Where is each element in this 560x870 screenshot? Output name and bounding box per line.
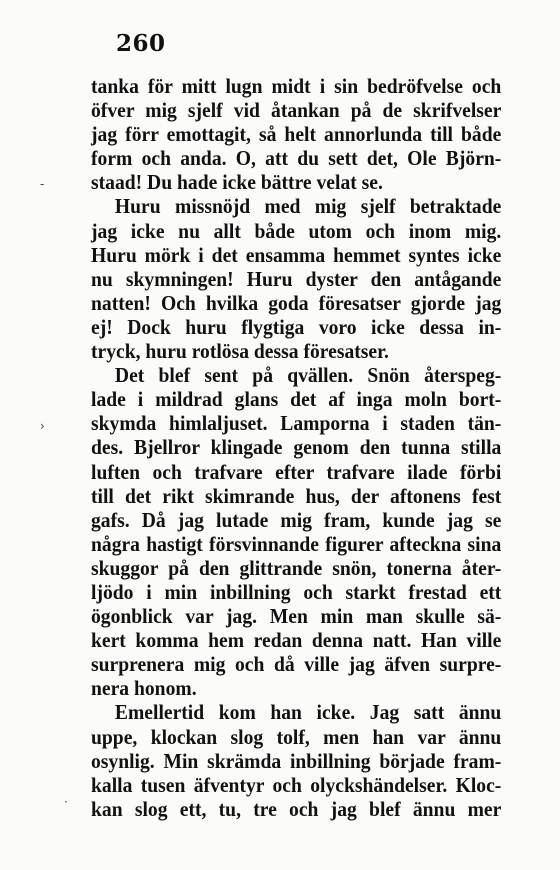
page-number: 260 [116,30,166,57]
text-line: nu skymningen! Huru dyster den antågande [91,266,502,291]
text-line: staad! Du hade icke bättre velat se. [91,170,383,195]
page-body-text [91,74,502,821]
text-line: kalla tusen äfventyr och olyckshändelser. Kloc- [91,772,502,797]
text-line: tryck, huru rotlösa dessa föresatser. [91,339,389,364]
text-line: jag förr emottagit, så helt annorlunda till både [91,122,502,147]
text-line: jag icke nu allt både utom och inom mig. [91,218,502,243]
text-line: ljödo i min inbillning och starkt frestad ett [91,579,502,604]
text-line: ej! Dock huru flygtiga voro icke dessa in- [91,314,502,339]
text-line: ögonblick var jag. Men min man skulle sä- [91,604,502,629]
margin-mark: · [64,795,68,809]
text-line: skymda himlaljuset. Lamporna i staden tän- [91,411,502,436]
text-line: Huru mörk i det ensamma hemmet syntes icke [91,242,502,267]
text-line: några hastigt försvinnande figurer afteckna sina [91,531,502,556]
text-line: Huru missnöjd med mig sjelf betraktade [114,194,502,219]
text-line: luften och trafvare efter trafvare ilade förbi [91,459,502,484]
text-line: Det blef sent på qvällen. Snön återspeg- [114,363,502,388]
text-line: gafs. Då jag lutade mig fram, kunde jag se [91,507,502,532]
text-line: des. Bjellror klingade genom den tunna stilla [91,435,502,460]
text-line: till det rikt skimrande hus, der aftonens fest [91,483,502,508]
text-line: öfver mig sjelf vid åtankan på de skrifvelser [91,98,502,123]
text-line: osynlig. Min skrämda inbillning började fram- [91,748,502,773]
text-line: nera honom. [91,676,197,701]
text-line: lade i mildrad glans det af inga moln bort- [91,387,502,412]
text-line: tanka för mitt lugn midt i sin bedröfvelse och [91,74,502,98]
text-line: natten! Och hvilka goda föresatser gjorde jag [91,290,502,315]
text-line: Emellertid kom han icke. Jag satt ännu [114,700,502,725]
text-line: surprenera mig och då ville jag äfven surpre- [91,652,502,677]
text-line: uppe, klockan slog tolf, men han var ännu [91,724,502,749]
text-line: form och anda. O, att du sett det, Ole Björn- [91,146,502,171]
margin-mark: › [40,419,45,433]
text-line: kan slog ett, tu, tre och jag blef ännu mer [91,796,502,821]
text-line: kert komma hem redan denna natt. Han ville [91,628,502,653]
text-line: skuggor på den glittrande snön, tonerna åter- [91,555,502,580]
margin-mark: - [40,177,45,191]
